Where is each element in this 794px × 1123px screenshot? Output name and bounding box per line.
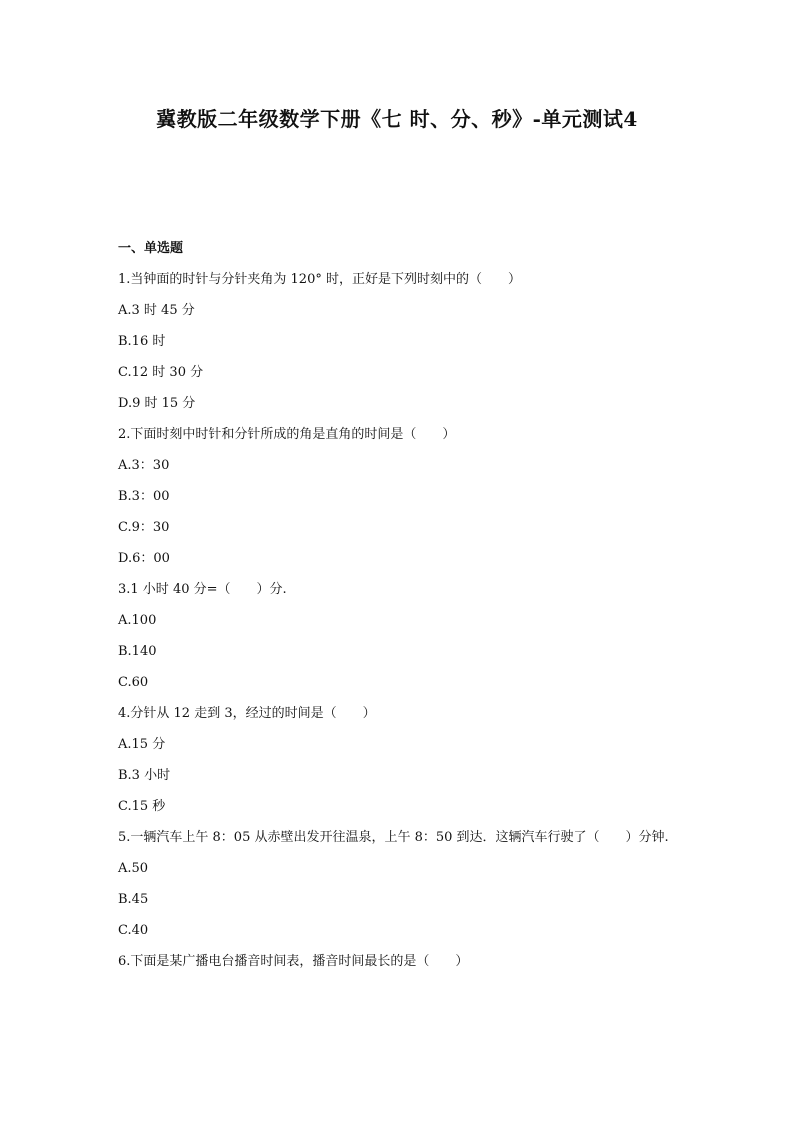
question-3-option-c: C.60 xyxy=(118,675,149,690)
question-1-option-d: D.9 时 15 分 xyxy=(118,396,196,411)
question-2-option-c: C.9：30 xyxy=(118,520,170,535)
question-2-option-d: D.6：00 xyxy=(118,551,170,566)
question-1-option-c: C.12 时 30 分 xyxy=(118,365,204,380)
question-3-stem: 3.1 小时 40 分=（ ）分. xyxy=(118,582,287,597)
section-heading: 一、单选题 xyxy=(118,241,184,256)
question-1-option-a: A.3 时 45 分 xyxy=(118,303,195,318)
question-5-option-b: B.45 xyxy=(118,892,149,907)
question-1-stem: 1.当钟面的时针与分针夹角为 120° 时，正好是下列时刻中的（ ） xyxy=(118,272,521,287)
document-title: 冀教版二年级数学下册《七 时、分、秒》-单元测试4 xyxy=(156,107,638,131)
question-6-stem: 6.下面是某广播电台播音时间表，播音时间最长的是（ ） xyxy=(118,954,469,969)
question-5-option-a: A.50 xyxy=(118,861,149,876)
question-3-option-b: B.140 xyxy=(118,644,157,659)
question-4-stem: 4.分针从 12 走到 3，经过的时间是（ ） xyxy=(118,706,376,721)
question-1-option-b: B.16 时 xyxy=(118,334,166,349)
question-list xyxy=(118,238,688,982)
question-2-option-a: A.3：30 xyxy=(118,458,170,473)
question-3-option-a: A.100 xyxy=(118,613,157,628)
question-5-option-c: C.40 xyxy=(118,923,149,938)
question-4-option-b: B.3 小时 xyxy=(118,768,171,783)
question-4-option-a: A.15 分 xyxy=(118,737,166,752)
question-5-stem: 5.一辆汽车上午 8：05 从赤壁出发开往温泉，上午 8：50 到达．这辆汽车行驶了（ ）分钟. xyxy=(118,830,669,845)
question-2-option-b: B.3：00 xyxy=(118,489,170,504)
question-4-option-c: C.15 秒 xyxy=(118,799,166,814)
question-2-stem: 2.下面时刻中时针和分针所成的角是直角的时间是（ ） xyxy=(118,427,456,442)
